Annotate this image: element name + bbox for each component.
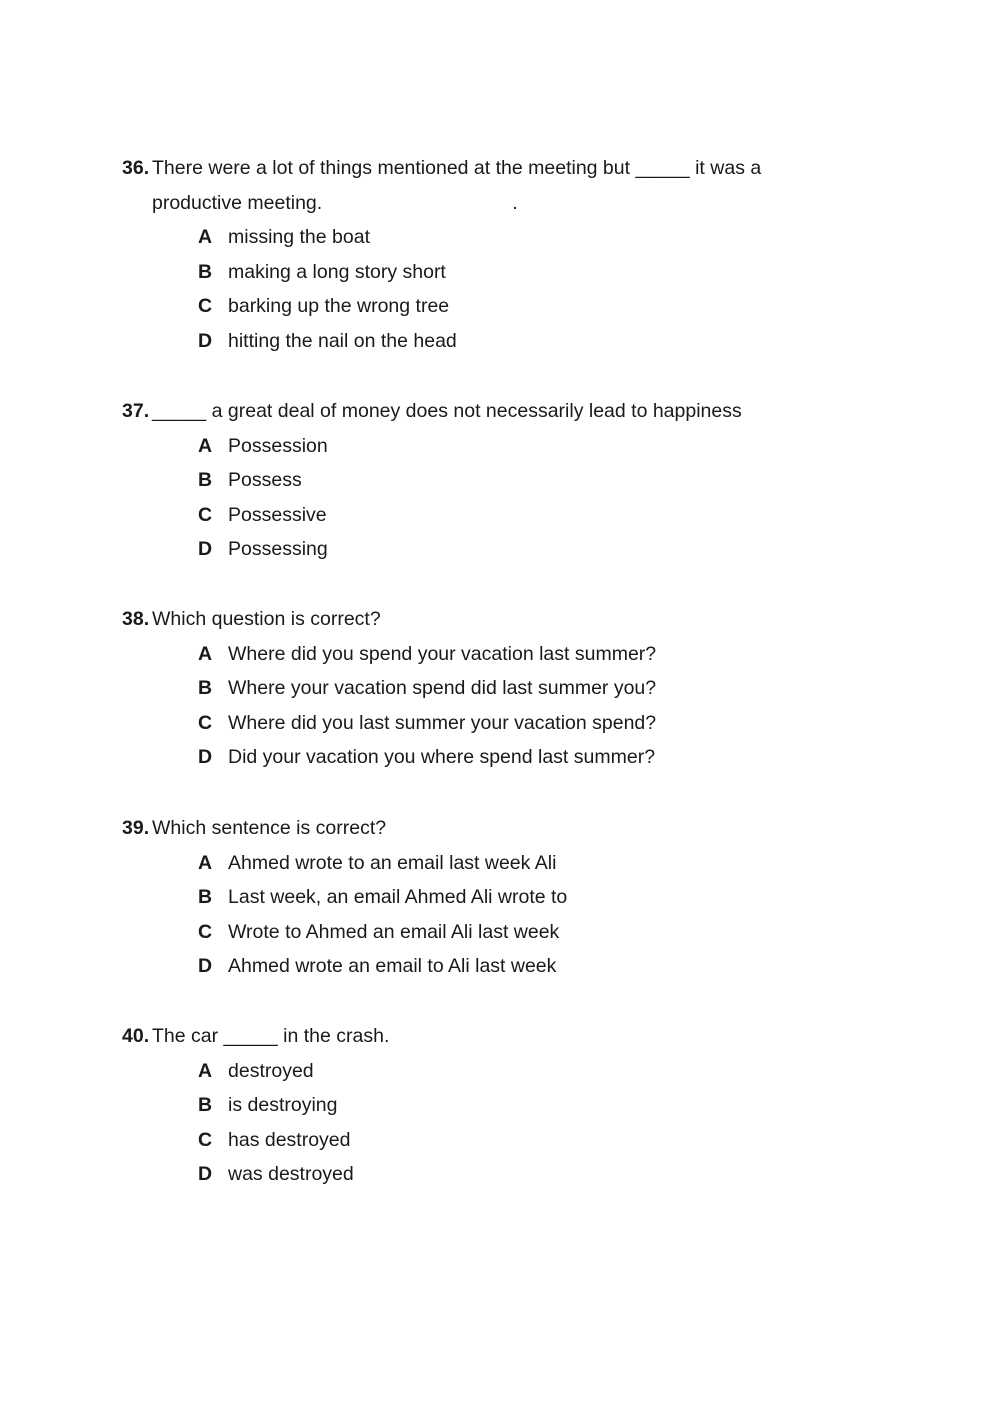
option-text: Where your vacation spend did last summer you? [228,677,657,700]
option-text: Possess [228,469,302,492]
question-stem [122,602,822,637]
option-letter: A [198,226,213,249]
question-text: Which sentence is correct? [152,817,387,839]
option-letter: A [198,1059,213,1082]
question-number: 37. [122,400,150,422]
option-text: Possessing [228,538,328,561]
option-letter: B [198,1094,213,1117]
option-text: destroyed [228,1059,314,1082]
question-36 [122,151,822,359]
option-b[interactable] [122,463,822,498]
option-d[interactable] [122,949,822,984]
option-text: hitting the nail on the head [228,329,457,352]
option-b[interactable] [122,1088,822,1123]
question-text-continued [122,186,822,221]
question-text: The car _____ in the crash. [152,1025,390,1047]
option-text: was destroyed [228,1163,354,1186]
option-letter: B [198,469,213,492]
question-stem [122,811,822,846]
option-letter: C [198,711,213,734]
option-letter: B [198,677,213,700]
option-c[interactable] [122,915,822,950]
option-letter: A [198,434,213,457]
option-a[interactable] [122,429,822,464]
option-b[interactable] [122,880,822,915]
option-letter: C [198,920,213,943]
question-text: _____ a great deal of money does not necessarily lead to happiness [152,400,742,422]
option-letter: D [198,955,213,978]
option-c[interactable] [122,706,822,741]
question-38 [122,602,822,775]
option-text: Where did you spend your vacation last summer? [228,642,657,665]
option-letter: D [198,746,213,769]
option-letter: A [198,642,213,665]
trailing-mark: . [512,191,518,214]
question-text: There were a lot of things mentioned at the meeting but _____ it was a [152,157,762,179]
option-text: is destroying [228,1094,338,1117]
option-text: Wrote to Ahmed an email Ali last week [228,920,560,943]
option-text: making a long story short [228,260,446,283]
option-letter: C [198,295,213,318]
question-number: 38. [122,608,150,630]
option-text: barking up the wrong tree [228,295,450,318]
question-stem [122,394,822,429]
question-text-line2: productive meeting. [152,191,323,214]
option-letter: C [198,1128,213,1151]
question-number: 36. [122,157,150,179]
question-number: 40. [122,1025,150,1047]
question-stem [122,151,822,186]
question-stem [122,1019,822,1054]
option-letter: B [198,886,213,909]
option-a[interactable] [122,846,822,881]
question-40 [122,1019,822,1192]
option-text: Where did you last summer your vacation spend? [228,711,657,734]
option-letter: D [198,538,213,561]
option-text: Last week, an email Ahmed Ali wrote to [228,886,568,909]
question-37 [122,394,822,567]
option-d[interactable] [122,532,822,567]
option-d[interactable] [122,324,822,359]
option-text: has destroyed [228,1128,351,1151]
option-c[interactable] [122,289,822,324]
question-39 [122,811,822,984]
option-letter: D [198,1163,213,1186]
option-d[interactable] [122,1157,822,1192]
option-c[interactable] [122,1123,822,1158]
option-c[interactable] [122,498,822,533]
option-letter: B [198,260,213,283]
option-letter: A [198,851,213,874]
option-letter: D [198,329,213,352]
option-a[interactable] [122,637,822,672]
option-b[interactable] [122,671,822,706]
option-text: missing the boat [228,226,370,249]
option-text: Did your vacation you where spend last summer? [228,746,656,769]
option-text: Ahmed wrote an email to Ali last week [228,955,557,978]
option-text: Possessive [228,503,327,526]
option-text: Ahmed wrote to an email last week Ali [228,851,557,874]
question-text: Which question is correct? [152,608,381,630]
option-a[interactable] [122,220,822,255]
option-d[interactable] [122,740,822,775]
option-text: Possession [228,434,328,457]
option-b[interactable] [122,255,822,290]
question-number: 39. [122,817,150,839]
option-letter: C [198,503,213,526]
option-a[interactable] [122,1054,822,1089]
